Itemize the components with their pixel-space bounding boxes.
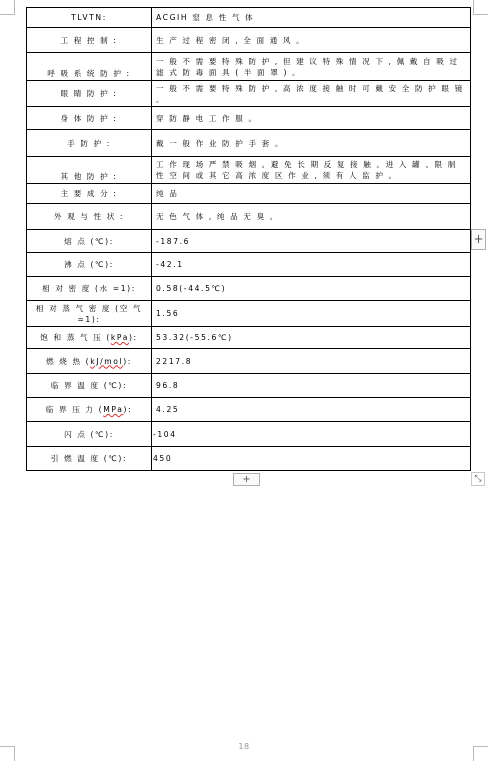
table-row [27, 130, 471, 157]
label-text: ): [123, 405, 133, 414]
crop-mark-top-right [473, 0, 488, 15]
row-value[interactable]: 工 作 现 场 严 禁 吸 烟 。避 免 长 期 反 复 接 触 。进 入 罐 、限 制 性 空 间 或 其 它 高 浓 度 区 作 业 , 须 有 人 监 护 。 [152, 157, 471, 184]
row-value[interactable]: 96.8 [152, 374, 471, 398]
table-row [27, 349, 471, 374]
table-row [27, 277, 471, 301]
table-row [27, 184, 471, 204]
table-row [27, 53, 471, 81]
label-text: ): [123, 356, 132, 366]
add-row-button[interactable]: + [233, 473, 260, 486]
page-number: 18 [238, 742, 250, 751]
row-label[interactable]: 相 对 蒸 气 密 度 (空 气 =1): [27, 301, 152, 327]
label-text: ): [128, 333, 138, 342]
row-label[interactable]: 手 防 护 : [27, 130, 152, 157]
row-label[interactable] [27, 349, 152, 374]
row-label[interactable] [27, 327, 152, 349]
table-row [27, 230, 471, 253]
row-value[interactable]: 0.58(-44.5℃) [152, 277, 471, 301]
row-value[interactable]: 戴 一 般 作 业 防 护 手 套 。 [152, 130, 471, 157]
crop-mark-top-left [0, 0, 15, 15]
label-text: 饱 和 蒸 气 压 ( [40, 333, 111, 342]
row-value[interactable]: -42.1 [152, 253, 471, 277]
row-value[interactable]: 一 般 不 需 要 特 殊 防 护 , 但 建 议 特 殊 情 况 下 , 佩 戴 自 吸 过 滤 式 防 毒 面 具 ( 半 面 罩 ) 。 [152, 53, 471, 81]
table-row [27, 8, 471, 28]
row-value[interactable]: -187.6 [152, 230, 471, 253]
table-row [27, 81, 471, 107]
insert-column-button[interactable]: + [471, 229, 486, 250]
label-text: 临 界 压 力 ( [45, 405, 104, 414]
row-value[interactable]: 2217.8 [152, 349, 471, 374]
row-value[interactable]: 1.56 [152, 301, 471, 327]
row-label[interactable]: 熔 点 (℃): [27, 230, 152, 253]
row-value[interactable]: 生 产 过 程 密 闭 , 全 面 通 风 。 [152, 28, 471, 53]
table-row [27, 204, 471, 230]
table-row [27, 253, 471, 277]
table-row [27, 28, 471, 53]
table-row [27, 157, 471, 184]
row-value[interactable]: 纯 品 [152, 184, 471, 204]
table-row [27, 301, 471, 327]
row-label[interactable]: TLVTN: [27, 8, 152, 28]
row-label[interactable]: 沸 点 (℃): [27, 253, 152, 277]
row-value[interactable]: 无 色 气 体 , 纯 品 无 臭 。 [152, 204, 471, 230]
row-value[interactable]: 穿 防 静 电 工 作 服 。 [152, 107, 471, 130]
row-label[interactable] [27, 398, 152, 422]
label-text: 燃 烧 热 ( [46, 356, 91, 366]
row-label[interactable]: 闪 点 (℃): [27, 422, 152, 447]
row-label[interactable]: 呼 吸 系 统 防 护 : [27, 53, 152, 81]
row-value[interactable]: 4.25 [152, 398, 471, 422]
row-label[interactable]: 临 界 温 度 (℃): [27, 374, 152, 398]
properties-table [26, 7, 471, 471]
row-label[interactable]: 主 要 成 分 : [27, 184, 152, 204]
unit-text: MPa [103, 405, 124, 414]
row-label[interactable]: 眼 睛 防 护 : [27, 81, 152, 107]
table-row [27, 447, 471, 471]
row-label[interactable]: 外 观 与 性 状 : [27, 204, 152, 230]
table-row [27, 422, 471, 447]
unit-text: kJ/mol [90, 356, 124, 366]
table-resize-handle[interactable]: ⤡ [471, 472, 485, 486]
row-value[interactable]: -104 [152, 422, 471, 447]
row-label[interactable]: 相 对 密 度 (水 =1): [27, 277, 152, 301]
row-label[interactable]: 工 程 控 制 : [27, 28, 152, 53]
row-value[interactable]: 一 般 不 需 要 特 殊 防 护 , 高 浓 度 接 触 时 可 戴 安 全 防 护 眼 镜 。 [152, 81, 471, 107]
row-label[interactable]: 其 他 防 护 : [27, 157, 152, 184]
table-row [27, 374, 471, 398]
row-value[interactable]: ACGIH 窒 息 性 气 体 [152, 8, 471, 28]
unit-text: kPa [110, 333, 129, 342]
row-value[interactable]: 53.32(-55.6℃) [152, 327, 471, 349]
row-value[interactable]: 450 [152, 447, 471, 471]
row-label[interactable]: 引 燃 温 度 (℃): [27, 447, 152, 471]
table-row [27, 327, 471, 349]
table-row [27, 398, 471, 422]
table-row [27, 107, 471, 130]
row-label[interactable]: 身 体 防 护 : [27, 107, 152, 130]
